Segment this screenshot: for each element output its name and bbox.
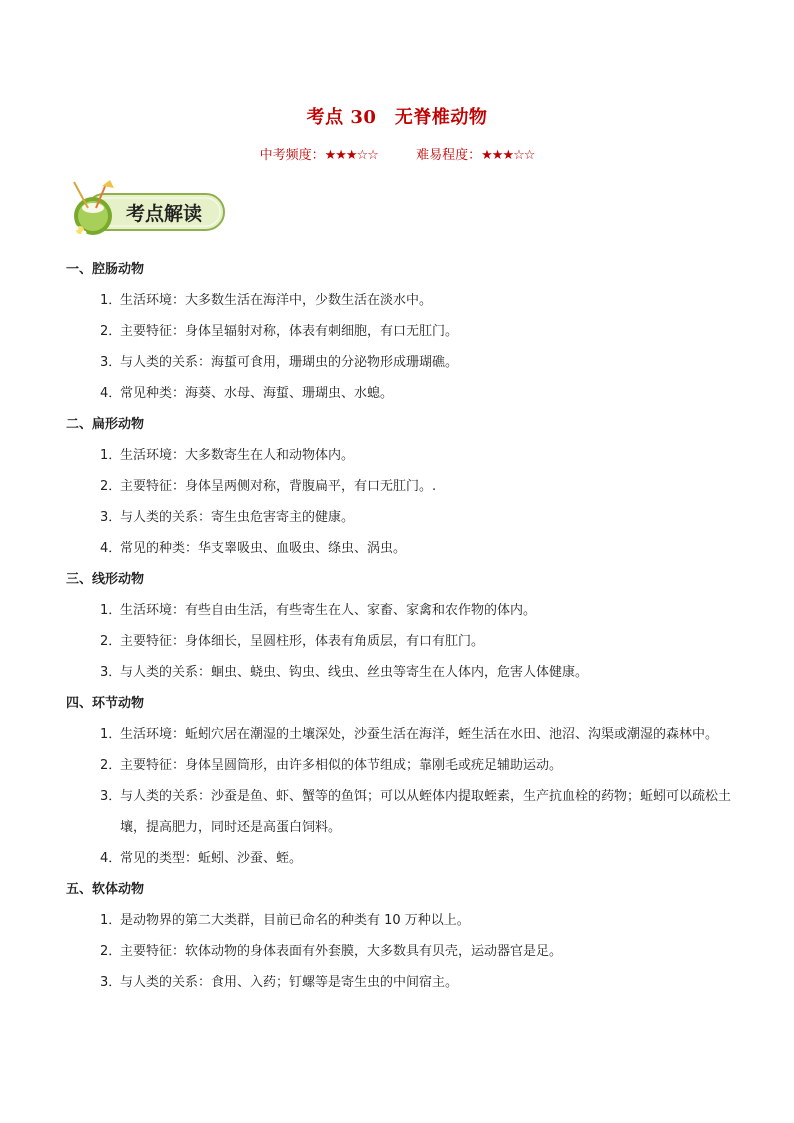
section — [66, 409, 736, 564]
content-body — [66, 254, 736, 998]
item-number: 3． — [100, 510, 122, 525]
item-text: 主要特征：身体呈圆筒形，由许多相似的体节组成；靠刚毛或疣足辅助运动。 — [120, 758, 563, 773]
item-text: 主要特征：身体细长，呈圆柱形，体表有角质层，有口有肛门。 — [120, 634, 485, 649]
item-text: 生活环境：有些自由生活，有些寄生在人、家畜、家禽和农作物的体内。 — [120, 603, 537, 618]
list-item — [66, 626, 736, 657]
item-number: 1． — [100, 603, 122, 618]
item-number: 2． — [100, 634, 122, 649]
item-text: 主要特征：软体动物的身体表面有外套膜，大多数具有贝壳，运动器官是足。 — [120, 944, 563, 959]
difficulty-stars-filled: ★★★ — [481, 148, 514, 163]
item-number: 2． — [100, 944, 122, 959]
section-heading: 三、线形动物 — [66, 572, 145, 587]
item-text: 常见的类型：蚯蚓、沙蚕、蛭。 — [120, 851, 303, 866]
item-text: 主要特征：身体呈辐射对称，体表有刺细胞，有口无肛门。 — [120, 324, 459, 339]
page-title: 考点 30 无脊椎动物 — [306, 107, 488, 128]
item-number: 3． — [100, 789, 122, 804]
banner-label: 考点解读 — [125, 203, 203, 225]
list-item — [66, 533, 736, 564]
list-item — [66, 502, 736, 533]
item-text: 与人类的关系：蛔虫、蛲虫、钩虫、线虫、丝虫等寄生在人体内，危害人体健康。 — [120, 665, 589, 680]
difficulty-label: 难易程度： — [416, 148, 482, 163]
list-item — [66, 595, 736, 626]
list-item — [66, 285, 736, 316]
item-number: 3． — [100, 355, 122, 370]
section — [66, 254, 736, 409]
item-number: 1． — [100, 293, 122, 308]
item-number: 1． — [100, 727, 122, 742]
list-item — [66, 719, 736, 750]
section-heading: 一、腔肠动物 — [66, 262, 145, 277]
item-number: 4． — [100, 851, 122, 866]
exam-frequency-rating — [325, 148, 378, 163]
difficulty-rating — [481, 148, 534, 163]
section — [66, 874, 736, 998]
item-number: 3． — [100, 975, 122, 990]
list-item — [66, 936, 736, 967]
list-item — [66, 657, 736, 688]
item-text: 生活环境：蚯蚓穴居在潮湿的土壤深处，沙蚕生活在海洋，蛭生活在水田、池沼、沟渠或潮湿的森林中。 — [120, 727, 719, 742]
item-number: 1． — [100, 913, 122, 928]
item-number: 2． — [100, 324, 122, 339]
item-text: 主要特征：身体呈两侧对称，背腹扁平，有口无肛门。. — [120, 479, 437, 494]
section-heading: 四、环节动物 — [66, 696, 145, 711]
item-number: 4． — [100, 541, 122, 556]
item-text: 生活环境：大多数寄生在人和动物体内。 — [120, 448, 355, 463]
section — [66, 688, 736, 874]
item-number: 3． — [100, 665, 122, 680]
section-banner — [66, 178, 228, 240]
difficulty-stars-empty: ☆☆ — [513, 148, 535, 163]
item-text: 与人类的关系：食用、入药；钉螺等是寄生虫的中间宿主。 — [120, 975, 459, 990]
item-text: 与人类的关系：沙蚕是鱼、虾、蟹等的鱼饵；可以从蛭体内提取蛭素，生产抗血栓的药物；蚯蚓可以疏松土壤，提高肥力，同时还是高蛋白饲料。 — [120, 789, 732, 835]
list-item — [66, 843, 736, 874]
list-item — [66, 905, 736, 936]
list-item — [66, 347, 736, 378]
exam-frequency-stars-empty: ☆☆ — [356, 148, 378, 163]
item-number: 1． — [100, 448, 122, 463]
banner-graphic — [66, 178, 228, 240]
item-text: 常见种类：海葵、水母、海蜇、珊瑚虫、水螅。 — [120, 386, 394, 401]
list-item — [66, 471, 736, 502]
item-text: 与人类的关系：海蜇可食用，珊瑚虫的分泌物形成珊瑚礁。 — [120, 355, 459, 370]
list-item — [66, 316, 736, 347]
section-heading: 五、软体动物 — [66, 882, 145, 897]
list-item — [66, 781, 736, 843]
item-text: 是动物界的第二大类群，目前已命名的种类有 10 万种以上。 — [120, 913, 470, 928]
frequency-line — [0, 144, 794, 163]
list-item — [66, 440, 736, 471]
exam-frequency-stars-filled: ★★★ — [324, 148, 357, 163]
coconut-drink-icon — [74, 180, 115, 236]
item-text: 生活环境：大多数生活在海洋中，少数生活在淡水中。 — [120, 293, 433, 308]
item-number: 2． — [100, 479, 122, 494]
list-item — [66, 750, 736, 781]
section — [66, 564, 736, 688]
item-text: 常见的种类：华支睾吸虫、血吸虫、绦虫、涡虫。 — [120, 541, 407, 556]
item-number: 4． — [100, 386, 122, 401]
exam-frequency-label: 中考频度： — [259, 148, 325, 163]
item-number: 2． — [100, 758, 122, 773]
list-item — [66, 967, 736, 998]
item-text: 与人类的关系：寄生虫危害寄主的健康。 — [120, 510, 355, 525]
list-item — [66, 378, 736, 409]
section-heading: 二、扁形动物 — [66, 417, 145, 432]
